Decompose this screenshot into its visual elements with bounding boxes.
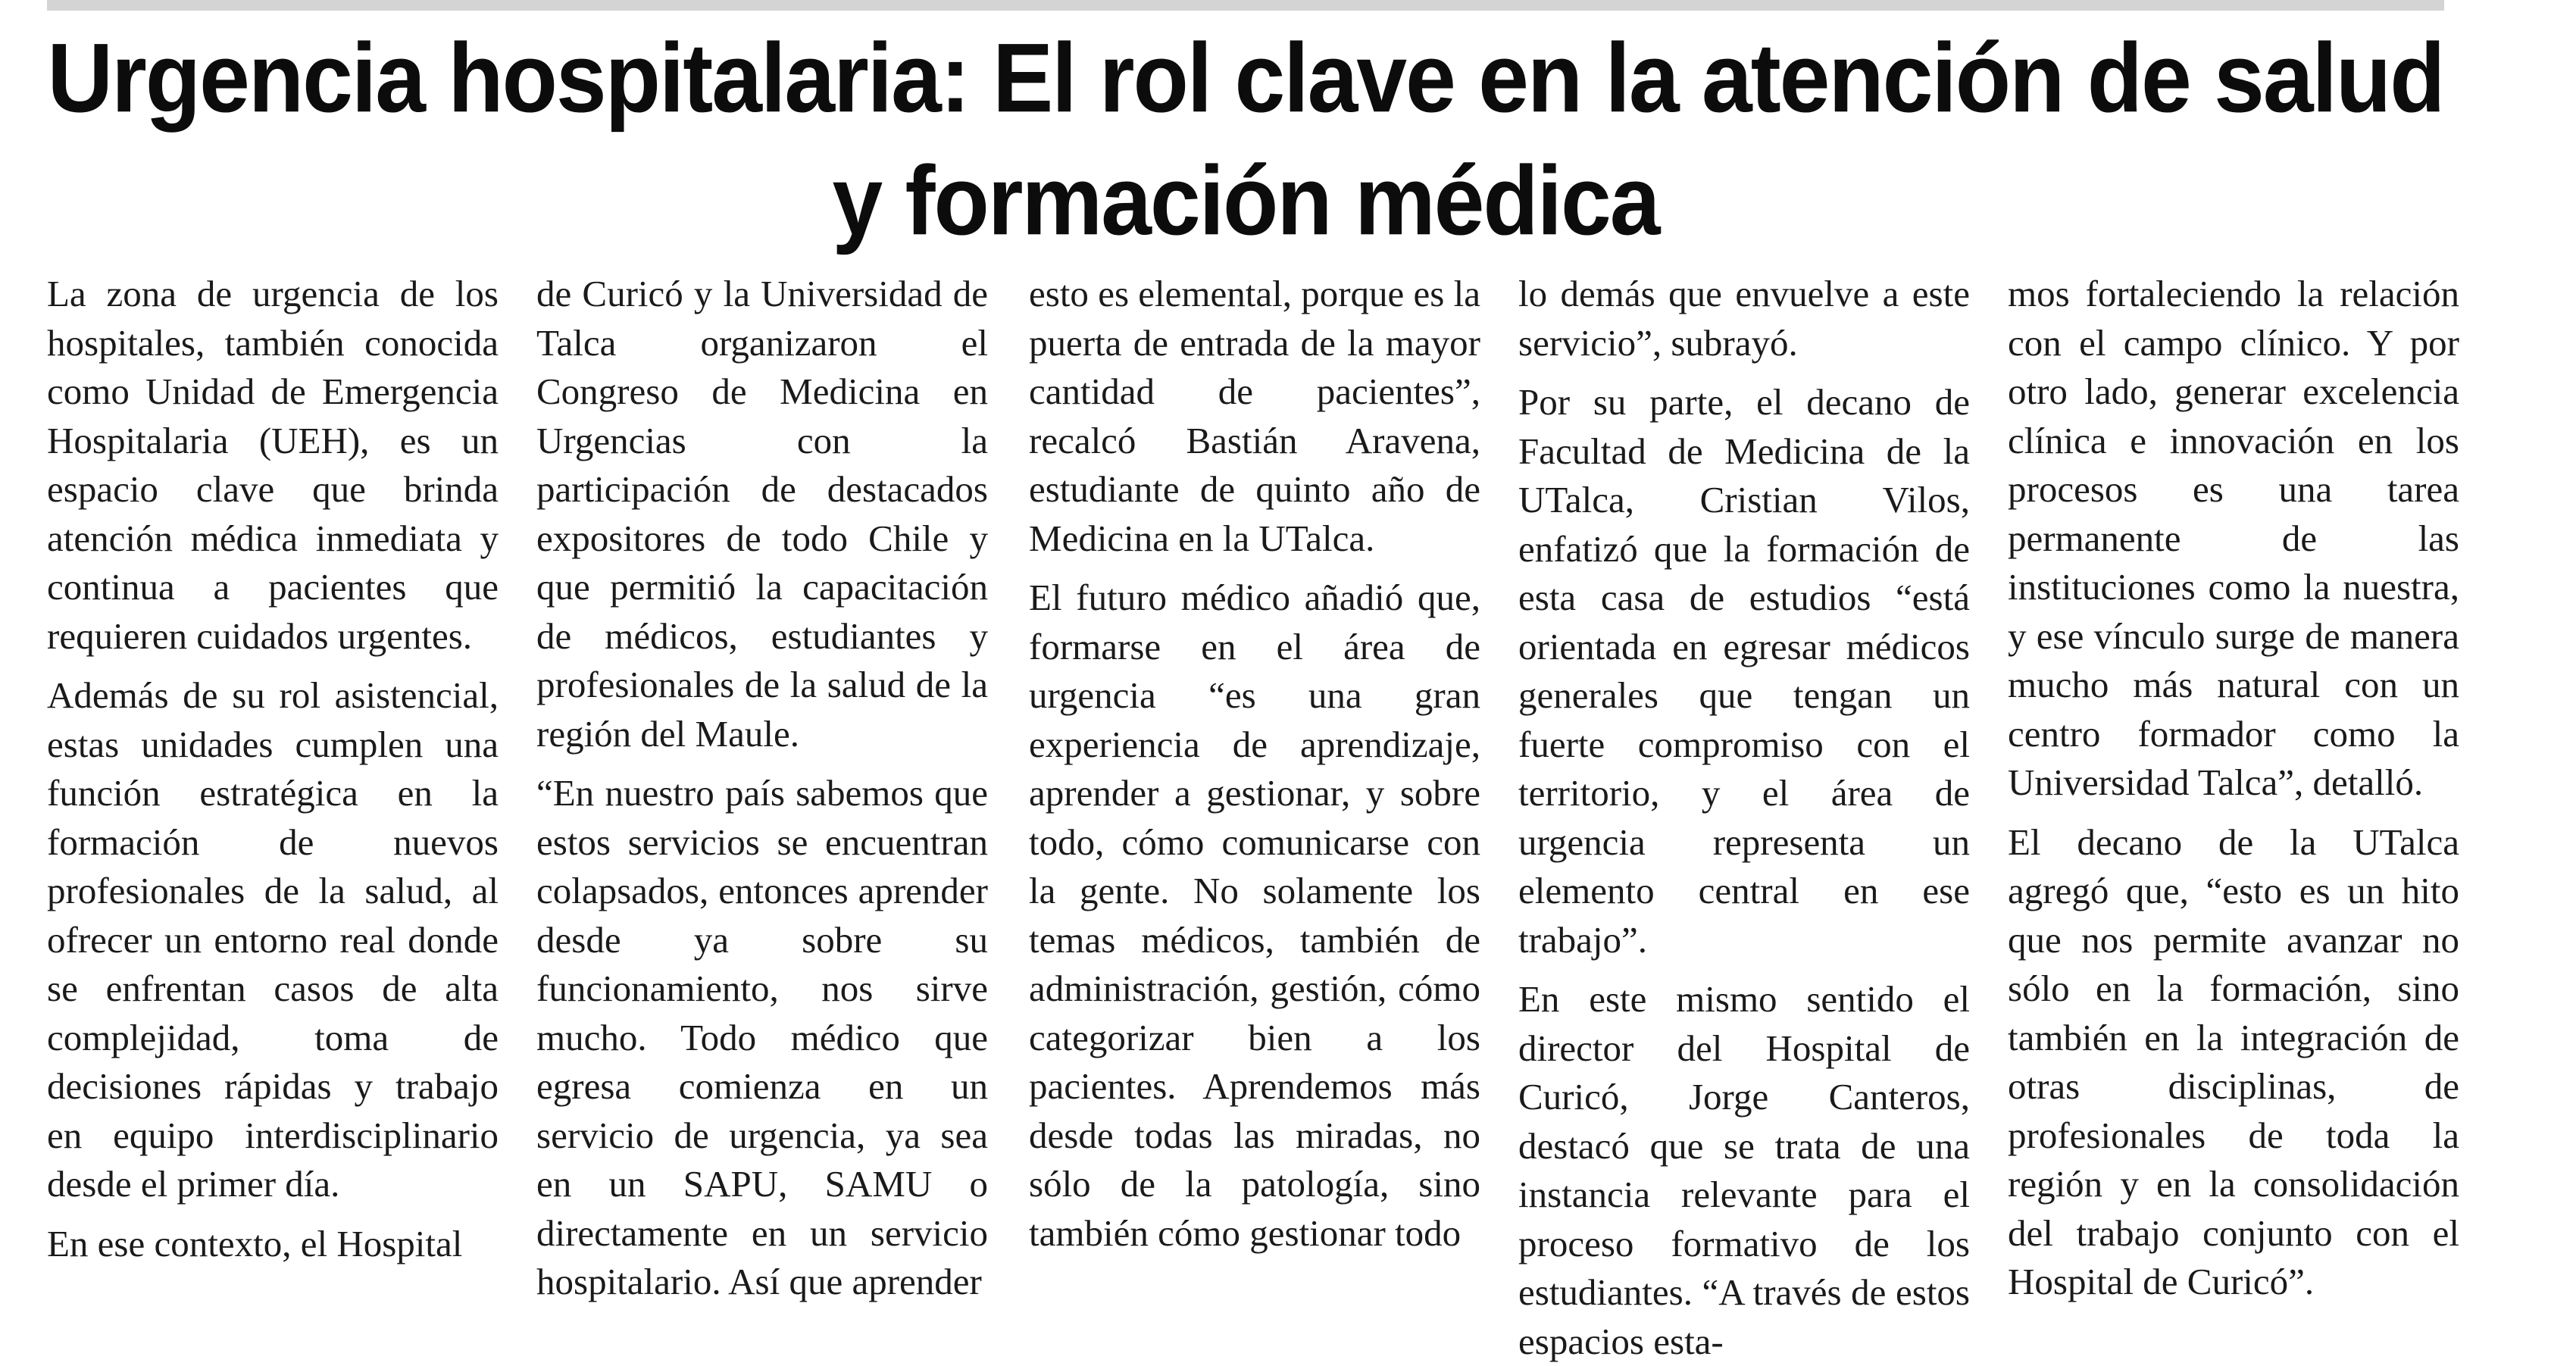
paragraph: La zona de urgencia de los hospitales, también conocida como Unidad de Emergencia Hospitalaria (UEH), es un espacio clave que brinda atención médica inmediata y continua a pacientes que requieren cuidados urgentes.	[47, 273, 499, 657]
text-column-2	[536, 270, 988, 1302]
article-headline	[47, 17, 2444, 262]
paragraph: mos fortaleciendo la relación con el campo clínico. Y por otro lado, generar excelencia clínica e innovación en los procesos es una tarea permanente de las instituciones como la nuestra, y ese vínculo surge de manera mucho más natural con un centro formador como la Universidad Talca”, detalló.	[2008, 273, 2459, 803]
headline-line-1: Urgencia hospitalaria: El rol clave en la atención de salud	[47, 23, 2444, 133]
paragraph: “En nuestro país sabemos que estos servicios se encuentran colapsados, entonces aprender desde ya sobre su funcionamiento, nos sirve mucho. Todo médico que egresa comienza en un servicio de urgencia, ya sea en un SAPU, SAMU o directamente en un servicio hospitalario. Así que aprender	[536, 772, 988, 1302]
article-body	[47, 270, 2459, 1362]
text-column-4	[1518, 270, 1970, 1362]
paragraph: Además de su rol asistencial, estas unidades cumplen una función estratégica en la formación de nuevos profesionales de la salud, al ofrecer un entorno real donde se enfrentan casos de alta complejidad, toma de decisiones rápidas y trabajo en equipo interdisciplinario desde el primer día.	[47, 674, 499, 1205]
paragraph: de Curicó y la Universidad de Talca organizaron el Congreso de Medicina en Urgencias con la participación de destacados expositores de todo Chile y que permitió la capacitación de médicos, estudiantes y profesionales de la salud de la región del Maule.	[536, 273, 988, 755]
paragraph: El futuro médico añadió que, formarse en el área de urgencia “es una gran experiencia de aprendizaje, aprender a gestionar, y sobre todo, cómo comunicarse con la gente. No solamente los temas médicos, también de administración, gestión, cómo categorizar bien a los pacientes. Aprendemos más desde todas las miradas, no sólo de la patología, sino también cómo gestionar todo	[1029, 577, 1480, 1254]
text-column-3	[1029, 270, 1480, 1254]
paragraph: El decano de la UTalca agregó que, “esto es un hito que nos permite avanzar no sólo en la formación, sino también en la integración de otras disciplinas, de profesionales de toda la región y en la consolidación del trabajo conjunto con el Hospital de Curicó”.	[2008, 821, 2459, 1302]
text-column-1	[47, 270, 499, 1264]
top-rule	[47, 0, 2444, 11]
text-column-5	[2008, 270, 2459, 1302]
paragraph: Por su parte, el decano de Facultad de Medicina de la UTalca, Cristian Vilos, enfatizó que la formación de esta casa de estudios “está orientada en egresar médicos generales que tengan un fuerte compromiso con el territorio, y el área de urgencia representa un elemento central en ese trabajo”.	[1518, 381, 1970, 961]
paragraph: esto es elemental, porque es la puerta de entrada de la mayor cantidad de pacientes”, recalcó Bastián Aravena, estudiante de quinto año de Medicina en la UTalca.	[1029, 273, 1480, 559]
paragraph: En ese contexto, el Hospital	[47, 1222, 463, 1264]
paragraph: En este mismo sentido el director del Hospital de Curicó, Jorge Canteros, destacó que se trata de una instancia relevante para el proceso formativo de los estudiantes. “A través de estos espacios esta-	[1518, 978, 1970, 1362]
headline-line-2: y formación médica	[832, 145, 1659, 256]
paragraph: lo demás que envuelve a este servicio”, subrayó.	[1518, 273, 1970, 364]
